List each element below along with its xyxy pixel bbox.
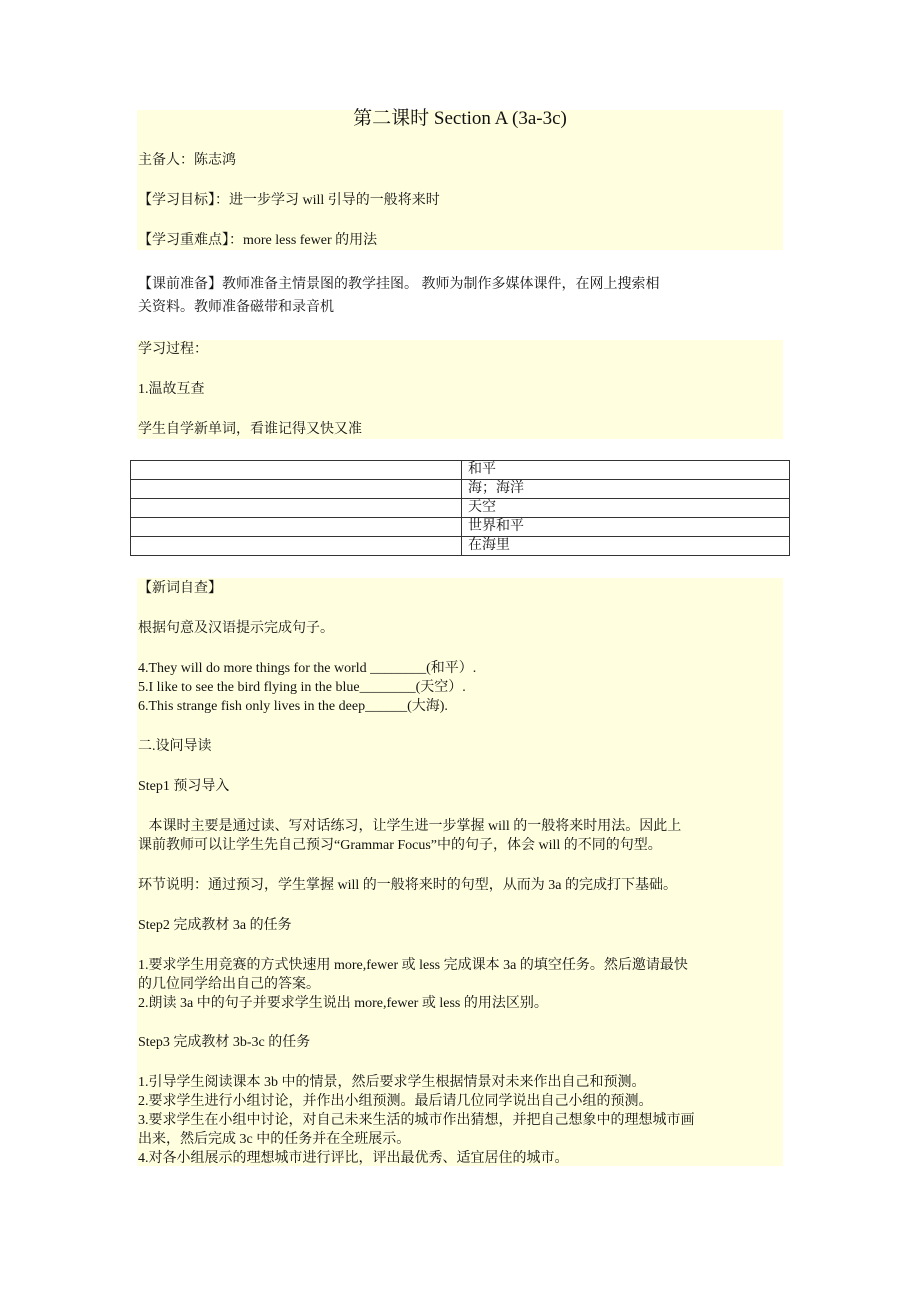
step-review: 1.温故互查 <box>138 382 205 397</box>
key-points: 【学习重难点】：more less fewer 的用法 <box>138 233 378 248</box>
step1-line-2: 课前教师可以让学生先自己预习“Grammar Focus”中的句子，体会 will 的不同的句型。 <box>138 838 662 853</box>
step2-item-2: 2.朗读 3a 中的句子并要求学生说出 more,fewer 或 less 的用法区别。 <box>138 996 548 1011</box>
table-row <box>131 499 790 518</box>
preparation-line-1: 【课前准备】教师准备主情景图的教学挂图。 教师为制作多媒体课件，在网上搜索相 <box>138 277 660 292</box>
english-cell[interactable] <box>131 461 462 480</box>
table-row <box>131 461 790 480</box>
step2-title: Step2 完成教材 3a 的任务 <box>138 918 292 933</box>
table-row <box>131 480 790 499</box>
step3-item-2: 2.要求学生进行小组讨论，并作出小组预测。最后请几位同学说出自己小组的预测。 <box>138 1094 653 1109</box>
vocab-table <box>130 460 790 556</box>
vocab-instruction: 学生自学新单词，看谁记得又快又准 <box>138 422 362 437</box>
self-check-instruction: 根据句意及汉语提示完成句子。 <box>138 621 334 636</box>
guided-reading-heading: 二.设问导读 <box>138 739 212 754</box>
page-title: 第二课时 Section A (3a-3c) <box>353 108 567 129</box>
sentence-5: 5.I like to see the bird flying in the blue________(天空）. <box>138 680 466 695</box>
english-cell[interactable] <box>131 480 462 499</box>
chinese-cell: 和平 <box>462 461 790 480</box>
highlight-block-header <box>137 110 783 250</box>
step3-item-4: 4.对各小组展示的理想城市进行评比，评出最优秀、适宜居住的城市。 <box>138 1151 569 1166</box>
chinese-cell: 天空 <box>462 499 790 518</box>
sentence-6: 6.This strange fish only lives in the deep______(大海). <box>138 699 448 714</box>
step1-title: Step1 预习导入 <box>138 779 230 794</box>
self-check-heading: 【新词自查】 <box>138 581 222 596</box>
english-cell[interactable] <box>131 518 462 537</box>
step3-item-3-line-1: 3.要求学生在小组中讨论，对自己未来生活的城市作出猜想，并把自己想象中的理想城市画 <box>138 1113 695 1128</box>
step3-item-1: 1.引导学生阅读课本 3b 中的情景，然后要求学生根据情景对未来作出自己和预测。 <box>138 1075 646 1090</box>
preparer: 主备人：陈志鸿 <box>138 153 236 168</box>
chinese-cell: 海；海洋 <box>462 480 790 499</box>
step2-item-1-line-1: 1.要求学生用竞赛的方式快速用 more,fewer 或 less 完成课本 3a 的填空任务。然后邀请最快 <box>138 958 688 973</box>
chinese-cell: 世界和平 <box>462 518 790 537</box>
step2-item-1-line-2: 的几位同学给出自己的答案。 <box>138 977 320 992</box>
step3-item-3-line-2: 出来，然后完成 3c 中的任务并在全班展示。 <box>138 1132 411 1147</box>
english-cell[interactable] <box>131 499 462 518</box>
sentence-4: 4.They will do more things for the world ________(和平）. <box>138 661 477 676</box>
table-row <box>131 537 790 556</box>
chinese-cell: 在海里 <box>462 537 790 556</box>
preparation-line-2: 关资料。教师准备磁带和录音机 <box>138 300 334 315</box>
learning-objective: 【学习目标】：进一步学习 will 引导的一般将来时 <box>138 193 440 208</box>
table-row <box>131 518 790 537</box>
step1-line-1: 本课时主要是通过读、写对话练习，让学生进一步掌握 will 的一般将来时用法。因此上 <box>138 819 682 834</box>
step1-note: 环节说明：通过预习，学生掌握 will 的一般将来时的句型，从而为 3a 的完成打下基础。 <box>138 878 677 893</box>
step3-title: Step3 完成教材 3b-3c 的任务 <box>138 1035 311 1050</box>
english-cell[interactable] <box>131 537 462 556</box>
process-heading: 学习过程： <box>138 342 208 357</box>
